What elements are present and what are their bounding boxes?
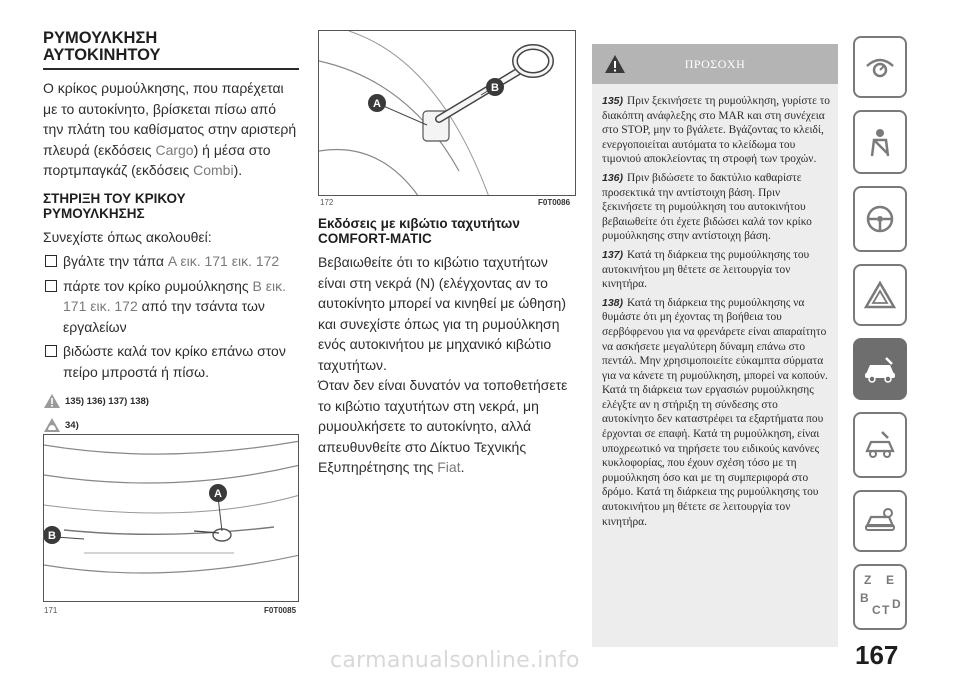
car-tools-icon xyxy=(862,354,898,384)
intro-paragraph: Ο κρίκος ρυμούλκησης, που παρέχεται με το αυτοκίνητο, βρίσκεται πίσω από την πλάτη του καθίσματος στην αριστερή πλευρά (εκδόσεις Cargo) ή μέσα στο πορτμπαγκάζ (εκδόσεις Combi). xyxy=(43,80,297,178)
figure-caption: 171 xyxy=(44,606,58,615)
figure-172 xyxy=(318,30,576,196)
paragraph: Όταν δεν είναι δυνατόν να τοποθετήσετε το κιβώτιο ταχυτήτων στη νεκρά, μη ρυμουλκήσετε το αυτοκίνητο, αλλά απευθυνθείτε στο Δίκτυο Τεχνικής Εξυπηρέτησης της Fiat. xyxy=(318,377,568,475)
callout-b: B xyxy=(491,82,499,94)
tab-maintenance[interactable] xyxy=(853,412,907,478)
svg-text:D: D xyxy=(892,597,901,611)
svg-text:Z: Z xyxy=(864,573,872,587)
tab-warning-lights[interactable] xyxy=(853,264,907,326)
warning-item: 137) Κατά τη διάρκεια της ρυμούλκησης του αυτοκινήτου μη θέτετε σε λειτουργία τον κινητήρα. xyxy=(602,248,810,291)
tab-dashboard[interactable] xyxy=(853,36,907,98)
warning-item: 136) Πριν βιδώσετε το δακτύλιο καθαρίστε προσεκτικά την αντίστοιχη βάση. Πριν ξεκινήσετε τη ρυμούλκηση του αυτοκινήτου βεβαιωθείτε ότι έχετε βιδώσει καλά τον κρίκο ρυμούλκησης στην αντίστοιχη βάση. xyxy=(602,171,812,243)
title-divider xyxy=(43,68,299,70)
wrench-car-icon xyxy=(862,429,898,461)
tab-safety[interactable] xyxy=(853,110,907,174)
figure-code: F0T0085 xyxy=(264,606,297,615)
index-letters-icon xyxy=(858,570,902,624)
tab-index[interactable] xyxy=(853,564,907,630)
figure-code: F0T0086 xyxy=(538,198,571,207)
section-title: ΡΥΜΟΥΛΚΗΣΗ ΑΥΤΟΚΙΝΗΤΟΥ xyxy=(43,29,161,64)
warning-reference: 135) 136) 137) 138) xyxy=(43,392,299,410)
paragraph: Βεβαιωθείτε ότι το κιβώτιο ταχυτήτων είναι στη νεκρά (N) (ελέγχοντας αν το αυτοκίνητο μπορεί να κινηθεί με ώθηση) και συνεχίστε όπως για τη ρυμούλκηση ενός αυτοκινήτου με μηχανικό κιβώτιο ταχυτήτων. xyxy=(318,254,566,373)
hand-caution-icon xyxy=(43,417,61,433)
callout-a: A xyxy=(373,98,381,110)
svg-text:B: B xyxy=(860,591,869,605)
warning-body xyxy=(602,94,830,533)
page-number: 167 xyxy=(855,640,899,670)
lead-text: Συνεχίστε όπως ακολουθεί: xyxy=(43,228,212,245)
warning-header xyxy=(592,44,838,84)
left-column xyxy=(43,30,299,434)
warning-item: 138) Κατά τη διάρκεια της ρυμούλκησης να θυμάστε ότι μη έχοντας τη βοήθεια του σερβόφρενου για να φρενάρετε είναι απαραίτητο να ασκήσετε μεγαλύτερη δύναμη επάνω στο πεντάλ. Μην χρησιμοποιείτε εύκαμπτα σύρματα για να κάνετε τη ρυμούλκηση, μπορεί να κοπούν. Κατά τη διάρκεια των εργασιών ρυμούλκησης ελέγξτε αν η στήριξη τη σύνδεσης στο αυτοκίνητο δεν καταστρέφει τα εξαρτήματα που έρχονται σε επαφή. Κατά τη ρυμούλκηση, είναι υποχρεωτικό να τηρήσετε του ειδικούς κανόνες κυκλοφορίας, που έχουν σχέση τόσο με τη ρυμούλκηση όσο και με τη συμπεριφορά στο δρόμο. Κατά τη διάρκεια της ρυμούλκησης του αυτοκινήτου μη θέτετε σε λειτουργία τον κινητήρα. xyxy=(602,296,828,528)
step-1: βγάλτε την τάπα A εικ. 171 εικ. 172 xyxy=(43,251,299,272)
svg-text:T: T xyxy=(882,603,890,617)
step-2: πάρτε τον κρίκο ρυμούλκησης B εικ. 171 εικ. 172 από την τσάντα των εργαλείων xyxy=(43,276,299,338)
bumper-illustration xyxy=(44,435,299,602)
checkbox-icon xyxy=(45,345,57,357)
section-title: Εκδόσεις με κιβώτιο ταχυτήτων COMFORT-MATIC xyxy=(318,216,520,246)
subsection-title: ΣΤΗΡΙΞΗ ΤΟΥ ΚΡΙΚΟΥ ΡΥΜΟΥΛΚΗΣΗΣ xyxy=(43,190,186,221)
checkbox-icon xyxy=(45,255,57,267)
step-3: βιδώστε καλά τον κρίκο επάνω στον πείρο μπροστά ή πίσω. xyxy=(43,341,299,382)
warning-title: ΠΡΟΣΟΧΗ xyxy=(684,57,746,71)
figure-caption: 172 xyxy=(320,198,334,207)
svg-text:E: E xyxy=(886,573,895,587)
seatbelt-person-icon xyxy=(863,126,897,158)
car-specs-icon xyxy=(862,506,898,536)
svg-text:C: C xyxy=(872,603,881,617)
tab-emergency[interactable] xyxy=(853,338,907,400)
checkbox-icon xyxy=(45,280,57,292)
callout-b: B xyxy=(48,530,56,542)
watermark: carmanualsonline.info xyxy=(330,648,580,673)
tab-specifications[interactable] xyxy=(853,490,907,552)
tow-hook-illustration xyxy=(319,31,576,196)
callout-a: A xyxy=(214,488,222,500)
middle-column xyxy=(318,216,576,478)
steering-wheel-icon xyxy=(863,203,897,235)
warning-triangle-icon xyxy=(43,393,61,409)
tab-driving[interactable] xyxy=(853,186,907,252)
car-dashboard-icon xyxy=(863,52,897,82)
caution-reference: 34) xyxy=(43,416,299,434)
figure-171 xyxy=(43,434,299,602)
warning-item: 135) Πριν ξεκινήσετε τη ρυμούλκηση, γυρίστε το διακόπτη ανάφλεξης στο MAR και στη συνέχεια στο STOP, μην το βγάλετε. Βγάζοντας το κλειδί, ενεργοποιείται αυτόματα το κλείδωμα του τιμονιού αποκλείοντας τη στροφή των τροχών. xyxy=(602,95,830,166)
warning-box xyxy=(592,44,838,647)
warning-triangle-icon xyxy=(863,280,897,310)
